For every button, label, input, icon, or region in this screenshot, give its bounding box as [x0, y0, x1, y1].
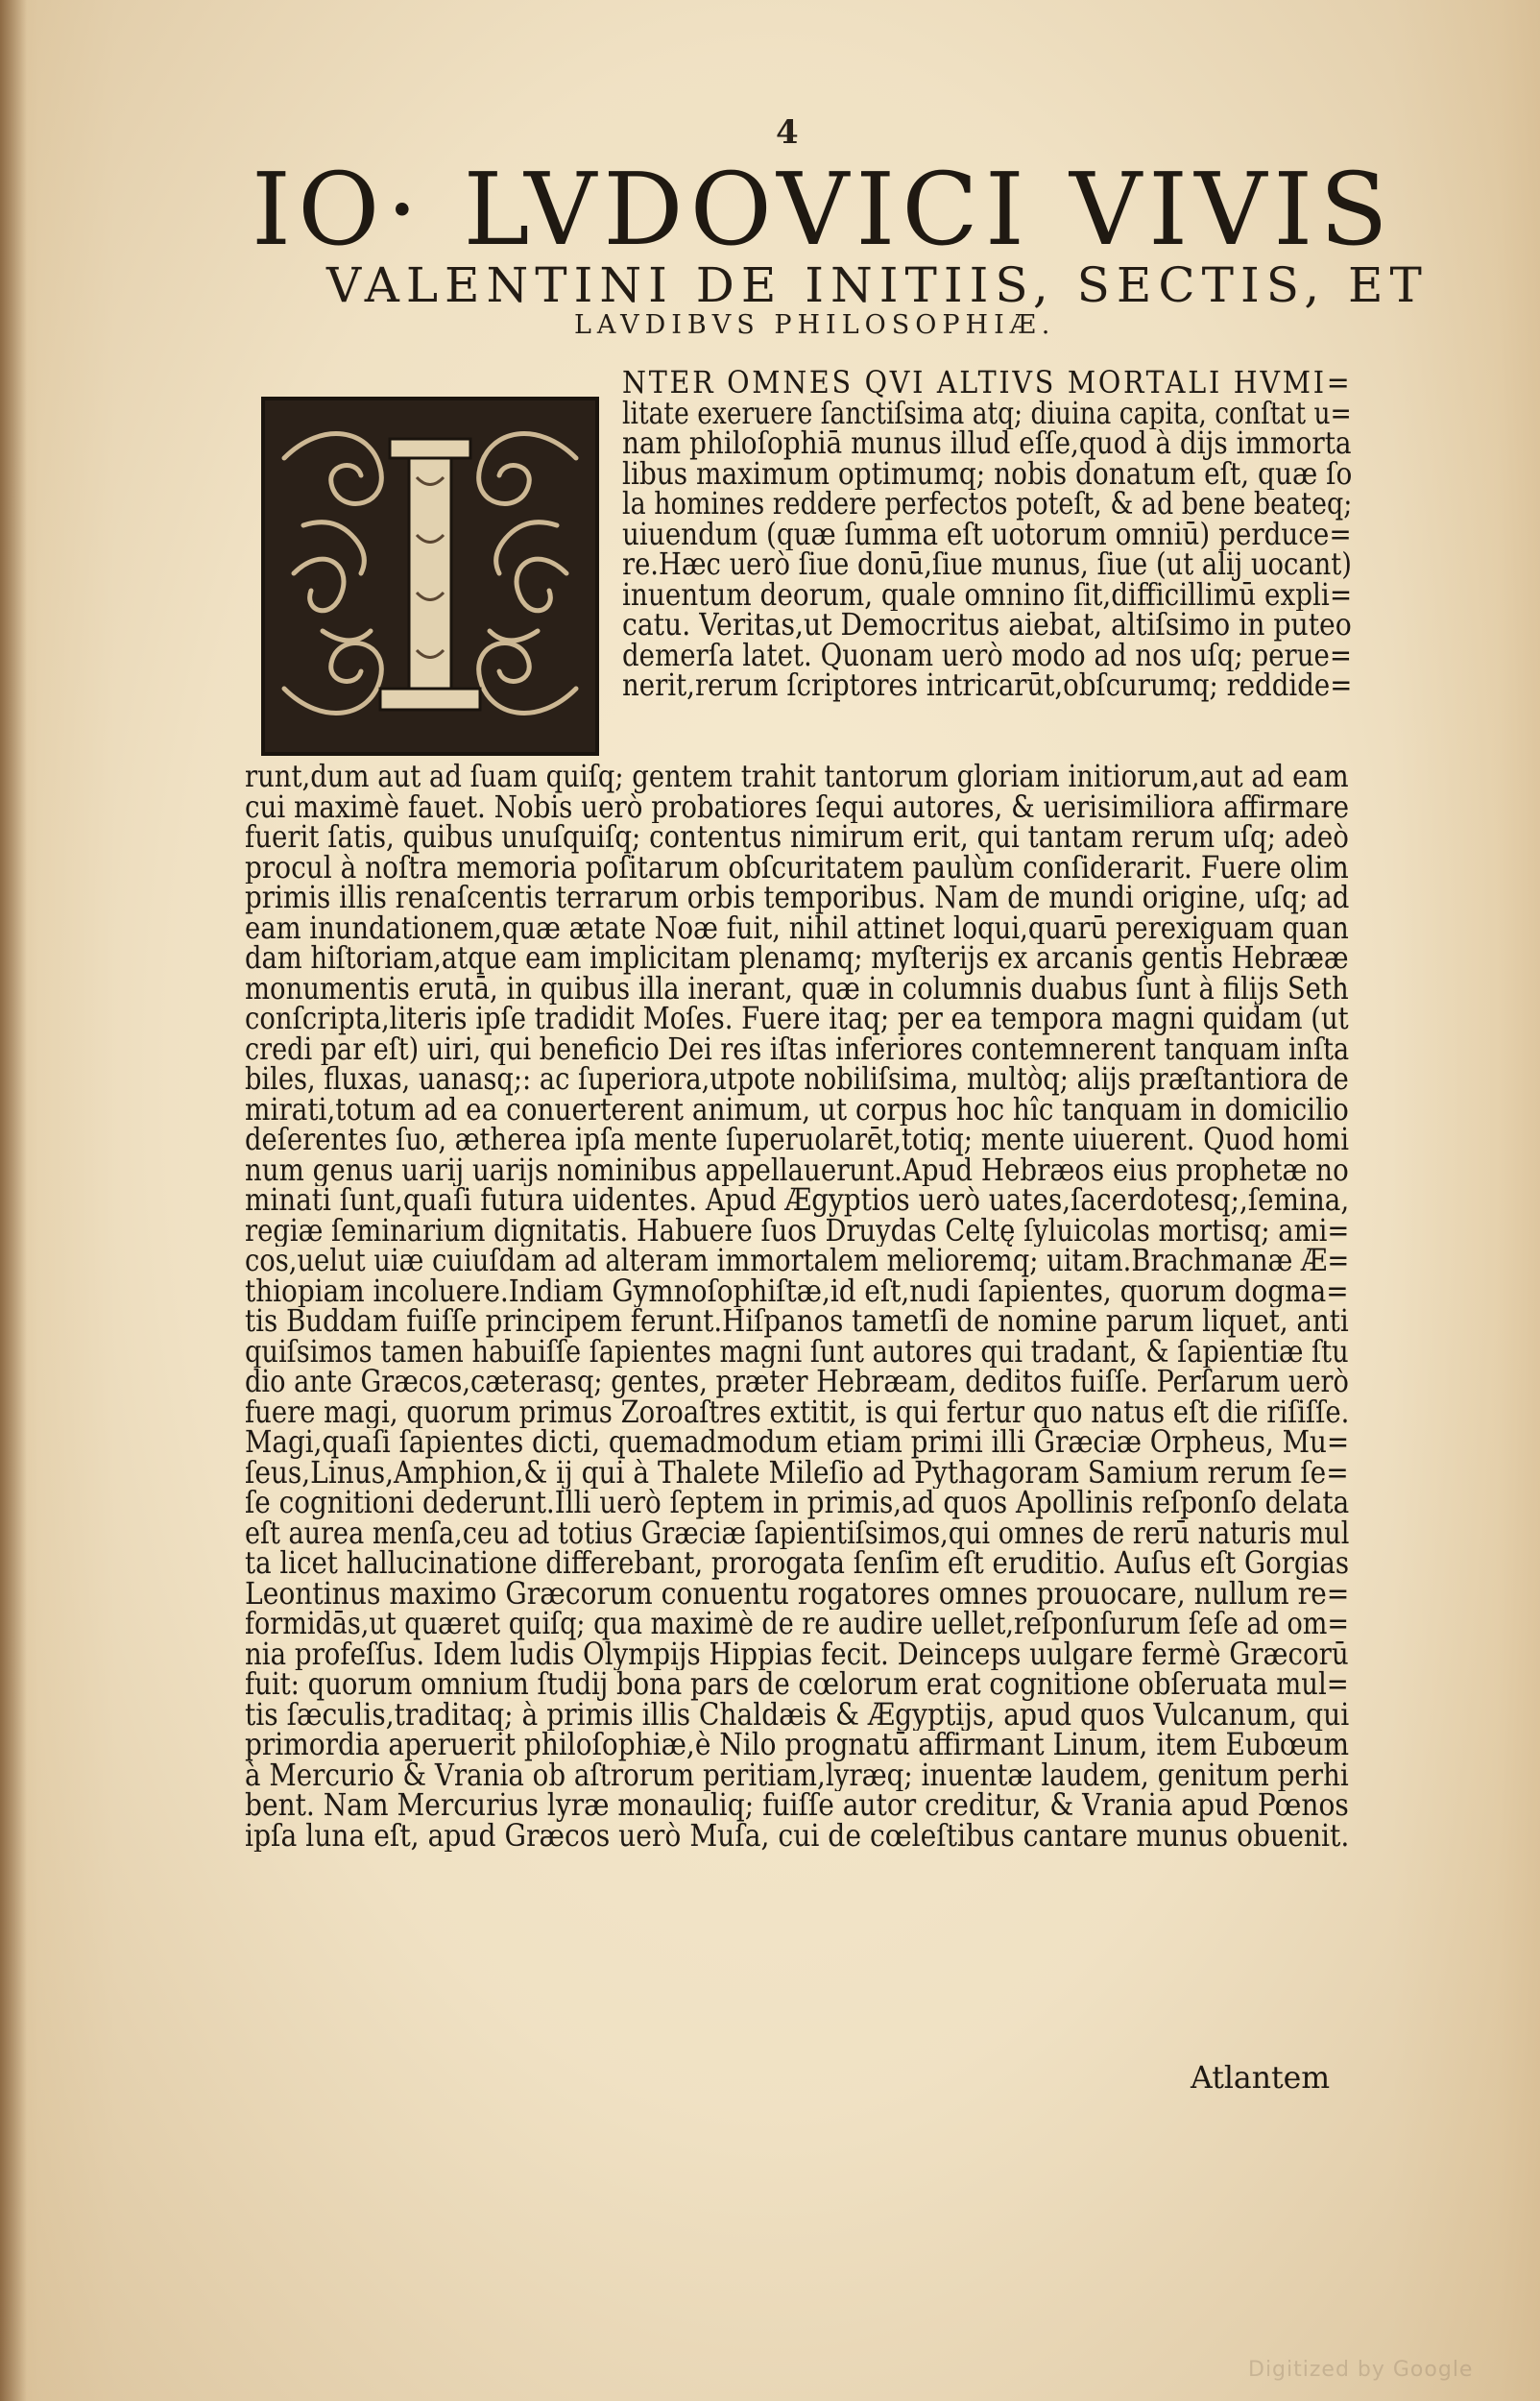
text-line: primis illis renaſcentis terrarum orbis temporibus. Nam de mundi origine, uſq; ad [245, 884, 1349, 914]
text-line: nerit,rerum ſcriptores intricarūt,obſcurumq; reddide= [622, 671, 1352, 702]
catchword: Atlantem [1191, 2061, 1331, 2096]
text-line: ta licet hallucinatione differebant, prorogata ſenſim eſt eruditio. Auſus eſt Gorgias [245, 1549, 1349, 1580]
text-line: num genus uarij uarijs nominibus appellauerunt.Apud Hebræos eius prophetæ no [245, 1155, 1349, 1186]
text-line: minati ſunt,quaſi futura uidentes. Apud Ægyptios uerò uates,ſacerdotesq;,ſemina, [245, 1186, 1349, 1217]
text-line: cui maximè fauet. Nobis uerò probatiores ſequi autores, & uerisimiliora affirmare [245, 792, 1349, 823]
text-line: thiopiam incoluere.Indiam Gymnoſophiſtæ,id eſt,nudi ſapientes, quorum dogma= [245, 1276, 1349, 1307]
text-line: demerſa latet. Quonam uerò modo ad nos uſq; perue= [622, 641, 1352, 671]
text-line: primordia aperuerit philoſophiæ,è Nilo prognatū affirmant Linum, item Eubœum [245, 1731, 1349, 1761]
text-line: ſe cognitioni dederunt.Illi uerò ſeptem in primis,ad quos Apollinis reſponſo delata [245, 1489, 1349, 1519]
text-line: cos,uelut uiæ cuiuſdam ad alteram immortalem melioremq; uitam.Brachmanæ Æ= [245, 1247, 1349, 1277]
text-line: catu. Veritas,ut Democritus aiebat, altiſsimo in puteo [622, 611, 1352, 642]
text-line: procul à noſtra memoria poſitarum obſcuritatem paulùm conſiderarit. Fuere olim [245, 853, 1349, 884]
text-line: mirati,totum ad ea conuerterent animum, ut corpus hoc hîc tanquam in domicilio [245, 1095, 1349, 1126]
text-line: bent. Nam Mercurius lyræ monauliq; fuiſſe autor creditur, & Vrania apud Pœnos [245, 1791, 1349, 1822]
title-line-3: LAVDIBVS PHILOSOPHIÆ. [574, 310, 1056, 340]
text-line: re.Hæc uerò ſiue donū,ſiue munus, ſiue (ut alij uocant) [622, 550, 1352, 581]
digitization-watermark: Digitized by Google [1248, 2358, 1474, 2382]
decorated-initial-i-woodcut [261, 397, 599, 756]
text-line: NTER OMNES QVI ALTIVS MORTALI HVMI= [622, 369, 1352, 400]
text-line: credi par eſt) uiri, qui beneficio Dei res iſtas inferiores contemnerent tanquam inſta [245, 1034, 1349, 1065]
text-line: tis ſæculis,traditaq; à primis illis Chaldæis & Ægyptijs, apud quos Vulcanum, qui [245, 1700, 1349, 1731]
text-line: runt,dum aut ad ſuam quiſq; gentem trahit tantorum gloriam initiorum,aut ad eam [245, 763, 1349, 793]
text-line: nam philoſophiā munus illud eſſe,quod à dijs immorta [622, 429, 1352, 460]
text-line: eam inundationem,quæ ætate Noæ fuit, nihil attinet loqui,quarū perexiguam quan [245, 913, 1349, 944]
text-line: Magi,quaſi ſapientes dicti, quemadmodum etiam primi illi Græciæ Orpheus, Mu= [245, 1428, 1349, 1459]
text-line: dam hiſtoriam,atque eam implicitam plenamq; myſterijs ex arcanis gentis Hebrææ [245, 944, 1349, 975]
title-line-1: IO· LVDOVICI VIVIS [252, 151, 1395, 268]
text-line: quiſsimos tamen habuiſſe ſapientes magni ſunt autores qui tradant, & ſapientiæ ſtu [245, 1337, 1349, 1368]
text-line: tis Buddam fuiſſe principem ferunt.Hiſpanos tametſi de nomine parum liquet, anti [245, 1307, 1349, 1338]
text-line: conſcripta,literis ipſe tradidit Moſes. Fuere itaq; per ea tempora magni quidam (ut [245, 1005, 1349, 1035]
text-line: Leontinus maximo Græcorum conuentu rogatores omnes prouocare, nullum re= [245, 1579, 1349, 1610]
text-line: inuentum deorum, quale omnino ſit,difficillimū expli= [622, 580, 1352, 611]
text-line: la homines reddere perfectos poteſt, & ad bene beateq; [622, 490, 1352, 521]
text-line: formidās,ut quæret quiſq; qua maximè de re audire uellet,reſponſurum ſeſe ad om= [245, 1610, 1349, 1640]
text-line: libus maximum optimumq; nobis donatum eſt, quæ ſo [622, 459, 1352, 490]
text-line: biles, fluxas, uanasq;: ac ſuperiora,utpote nobiliſsima, multòq; alijs præſtantiora de [245, 1065, 1349, 1096]
text-line: uiuendum (quæ ſumma eſt uotorum omniū) perduce= [622, 520, 1352, 550]
text-line: regiæ ſeminarium dignitatis. Habuere ſuos Druydas Celtę ſyluicolas mortisq; ami= [245, 1216, 1349, 1247]
text-line: dio ante Græcos,cæterasq; gentes, præter Hebræam, deditos fuiſſe. Perſarum uerò [245, 1368, 1349, 1398]
main-body-text [245, 763, 1349, 1852]
text-line: ipſa luna eſt, apud Græcos uerò Muſa, cui de cœleſtibus cantare munus obuenit. [245, 1821, 1349, 1852]
text-line: fuit: quorum omnium ſtudij bona pars de cœlorum erat cognitione obſeruata mul= [245, 1670, 1349, 1701]
text-line: à Mercurio & Vrania ob aſtrorum peritiam,lyræq; inuentæ laudem, genitum perhi [245, 1760, 1349, 1791]
text-line: eſt aurea menſa,ceu ad totius Græciæ ſapientiſsimos,qui omnes de rerū naturis mul [245, 1518, 1349, 1549]
text-line: fuerit ſatis, quibus unuſquiſq; contentus nimirum erit, qui tantam rerum uſq; adeò [245, 823, 1349, 854]
text-line: ſeus,Linus,Amphion,& ij qui à Thalete Mileſio ad Pythagoram Samium rerum ſe= [245, 1458, 1349, 1489]
text-line: litate exeruere ſanctiſsima atq; diuina capita, conſtat u= [622, 399, 1352, 429]
page-number: 4 [776, 113, 799, 152]
opening-paragraph-beside-initial [622, 369, 1352, 702]
text-line: deſerentes ſuo, ætherea ipſa mente ſuperuolarēt,totiq; mente uiuerent. Quod homi [245, 1126, 1349, 1156]
woodcut-ornament-icon [265, 400, 595, 752]
text-line: fuere magi, quorum primus Zoroaſtres extitit, is qui fertur quo natus eſt die riſiſſe. [245, 1397, 1349, 1428]
page-gutter-shadow [0, 0, 27, 2401]
text-line: nia profeſſus. Idem ludis Olympijs Hippias fecit. Deinceps uulgare fermè Græcorū [245, 1639, 1349, 1670]
text-line: monumentis erutā, in quibus illa inerant, quæ in columnis duabus ſunt à filijs Seth [245, 974, 1349, 1005]
title-line-2: VALENTINI DE INITIIS, SECTIS, ET [326, 257, 1429, 313]
